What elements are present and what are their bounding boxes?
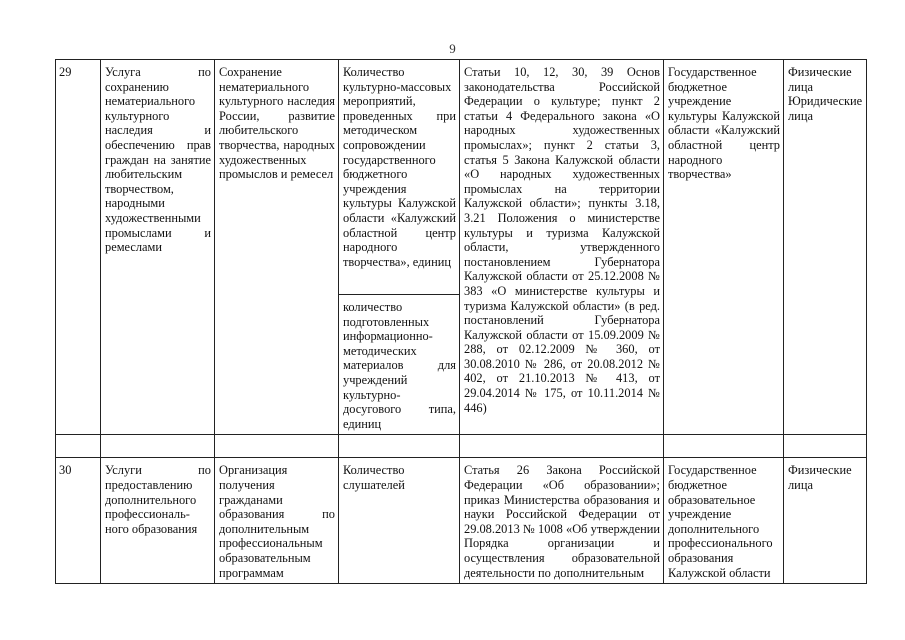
spacer-cell xyxy=(339,435,460,458)
service-name-cell: Услуга по сохранению нематериального культурного наследия и обеспечению прав граждан на занятие любительским творчеством, народными художественными промыслами и ремеслами xyxy=(101,60,215,435)
indicator-cell: количество подготовленных информационно-методических материалов для учреждений культурно-досугового типа, единиц xyxy=(339,295,460,435)
row-number: 29 xyxy=(56,60,101,435)
institution-cell: Государственное бюджетное образовательное учреждение дополнительного профессионального образования Калужской области xyxy=(664,458,784,584)
table-row-spacer xyxy=(56,435,867,458)
row-number: 30 xyxy=(56,458,101,584)
table-row xyxy=(56,60,867,295)
spacer-cell xyxy=(784,435,867,458)
recipients-cell: Физические лица xyxy=(784,458,867,584)
recipients-cell: Физические лица Юридические лица xyxy=(784,60,867,435)
spacer-cell xyxy=(56,435,101,458)
service-content-cell: Организация получения гражданами образования по дополнительным профессиональным образовательным программам xyxy=(215,458,339,584)
spacer-cell xyxy=(664,435,784,458)
page-number: 9 xyxy=(449,41,456,56)
services-register-table xyxy=(55,59,867,584)
spacer-cell xyxy=(215,435,339,458)
institution-cell: Государственное бюджетное учреждение культуры Калужской области «Калужский областной центр народного творчества» xyxy=(664,60,784,435)
service-content-cell: Сохранение нематериального культурного наследия России, развитие любительского творчества, народных художественных промыслов и ремесел xyxy=(215,60,339,435)
indicator-cell: Количество слушателей xyxy=(339,458,460,584)
spacer-cell xyxy=(101,435,215,458)
table-row xyxy=(56,458,867,584)
service-name-cell: Услуги по предоставлению дополнительного профессиональ-ного образования xyxy=(101,458,215,584)
indicator-cell: Количество культурно-массовых мероприятий, проведенных при методическом сопровождении государственного бюджетного учреждения культуры Калужской области «Калужский областной центр народного творчества», единиц xyxy=(339,60,460,295)
spacer-cell xyxy=(460,435,664,458)
legal-basis-cell: Статьи 10, 12, 30, 39 Основ законодательства Российской Федерации о культуре; пункт 2 статьи 4 Федерального закона «О народных художественных промыслах»; пункт 2 статьи 3, статья 5 Закона Калужской области «О народных художественных промыслах на территории Калужской области»; пункты 3.18, 3.21 Положения о министерстве культуры и туризма Калужской области, утвержденного постановлением Губернатора Калужской области от 25.12.2008 № 383 «О министерстве культуры и туризма Калужской области» (в ред. постановлений Губернатора Калужской области от 15.09.2009 № 288, от 02.12.2009 № 360, от 30.08.2010 № 286, от 20.08.2012 № 402, от 21.10.2013 № 413, от 29.04.2014 № 175, от 10.11.2014 № 446) xyxy=(460,60,664,435)
legal-basis-cell: Статья 26 Закона Российской Федерации «Об образовании»; приказ Министерства образования и науки Российской Федерации от 29.08.2013 № 1008 «Об утверждении Порядка организации и осуществления образовательной деятельности по дополнительным xyxy=(460,458,664,584)
